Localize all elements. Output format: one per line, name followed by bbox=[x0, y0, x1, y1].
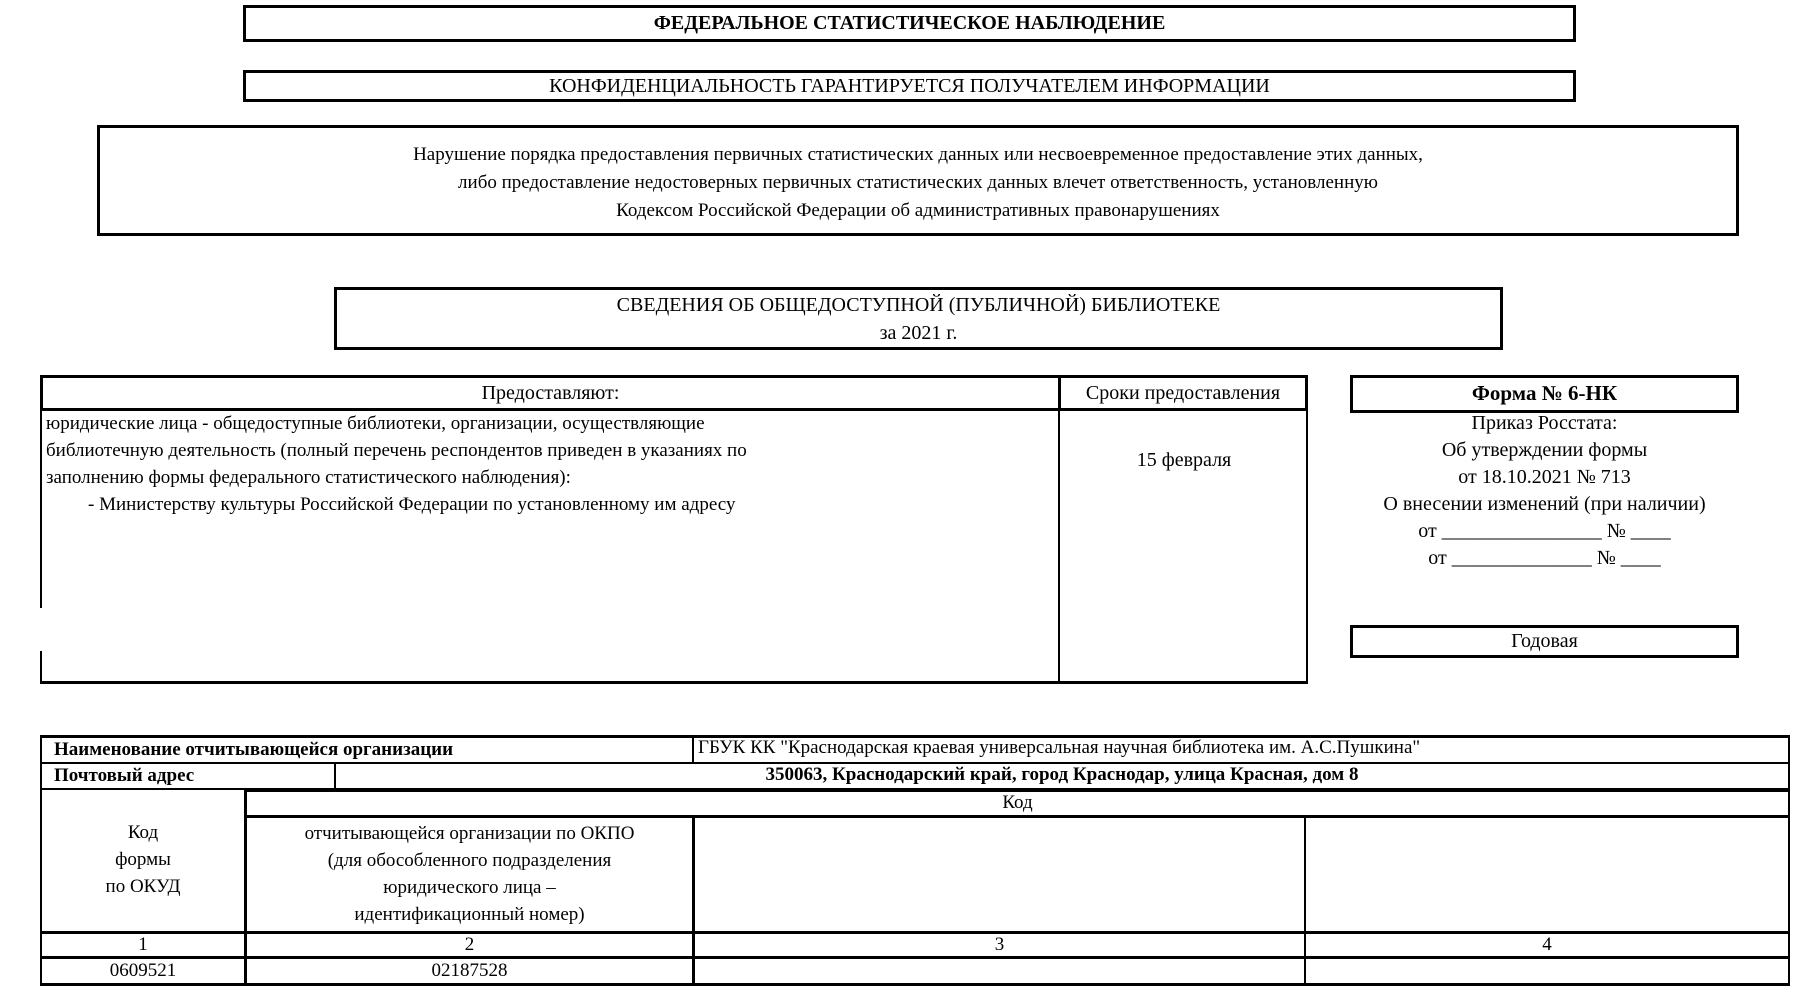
form-number: Форма № 6-НК bbox=[1350, 375, 1739, 413]
column-number: 1 bbox=[138, 934, 148, 955]
okpo-label-line: идентификационный номер) bbox=[354, 904, 585, 925]
deadlines-header: Сроки предоставления bbox=[1058, 375, 1308, 411]
okpo-code-value: 02187528 bbox=[431, 960, 508, 981]
liability-warning bbox=[97, 125, 1739, 236]
okud-code-value: 0609521 bbox=[109, 960, 177, 981]
form-order bbox=[1350, 410, 1739, 572]
okpo-label-line: отчитывающейся организации по ОКПО bbox=[304, 823, 635, 844]
deadline-value: 15 февраля bbox=[1136, 449, 1232, 471]
address-label: Почтовый адрес bbox=[54, 765, 195, 786]
okud-label bbox=[42, 819, 244, 900]
order-line: от 18.10.2021 № 713 bbox=[1458, 466, 1631, 488]
submitters-line: - Министерству культуры Российской Федерации по установленному им адресу bbox=[88, 494, 736, 515]
warning-line: Нарушение порядка предоставления первичных статистических данных или несвоевременное предоставление этих данных, bbox=[413, 144, 1423, 165]
submitters-header: Предоставляют: bbox=[40, 375, 1061, 411]
okpo-label bbox=[247, 820, 692, 928]
warning-line: либо предоставление недостоверных первичных статистических данных влечет ответственность, установленную bbox=[458, 172, 1378, 193]
column-number: 2 bbox=[464, 934, 475, 955]
report-period: за 2021 г. bbox=[879, 322, 958, 344]
column-number: 4 bbox=[1542, 934, 1552, 955]
okud-label-line: Код bbox=[127, 822, 159, 843]
submitters-text bbox=[46, 410, 1046, 518]
confidentiality-notice: КОНФИДЕНЦИАЛЬНОСТЬ ГАРАНТИРУЕТСЯ ПОЛУЧАТЕЛЕМ ИНФОРМАЦИИ bbox=[243, 70, 1576, 102]
okud-label-line: формы bbox=[115, 849, 171, 870]
left-border-lower bbox=[40, 651, 42, 684]
table-line bbox=[40, 983, 1790, 986]
submitters-line: юридические лица - общедоступные библиотеки, организации, осуществляющие bbox=[46, 413, 705, 434]
table-line bbox=[692, 817, 695, 986]
order-line: от ______________ № ____ bbox=[1428, 547, 1661, 569]
order-line: от ________________ № ____ bbox=[1418, 520, 1671, 542]
okpo-label-line: юридического лица – bbox=[383, 877, 556, 898]
submitters-line: заполнению формы федерального статистического наблюдения): bbox=[46, 467, 571, 488]
column-number: 3 bbox=[994, 934, 1005, 955]
table-line bbox=[244, 815, 1790, 818]
report-title bbox=[334, 287, 1503, 350]
org-name-label: Наименование отчитывающейся организации bbox=[54, 739, 454, 760]
code-header: Код bbox=[1002, 792, 1033, 813]
federal-observation-title: ФЕДЕРАЛЬНОЕ СТАТИСТИЧЕСКОЕ НАБЛЮДЕНИЕ bbox=[243, 5, 1576, 42]
left-border bbox=[40, 408, 42, 608]
okpo-label-line: (для обособленного подразделения bbox=[327, 850, 612, 871]
table-line bbox=[1788, 735, 1790, 986]
address-value: 350063, Краснодарский край, город Краснодар, улица Красная, дом 8 bbox=[765, 764, 1359, 785]
form-period: Годовая bbox=[1350, 625, 1739, 658]
okud-label-line: по ОКУД bbox=[105, 876, 181, 897]
order-line: Приказ Росстата: bbox=[1471, 412, 1618, 434]
bottom-border bbox=[40, 681, 1308, 684]
report-title-main: СВЕДЕНИЯ ОБ ОБЩЕДОСТУПНОЙ (ПУБЛИЧНОЙ) БИБЛИОТЕКЕ bbox=[616, 294, 1221, 316]
org-name-value: ГБУК КК "Краснодарская краевая универсальная научная библиотека им. А.С.Пушкина" bbox=[698, 737, 1421, 758]
order-line: О внесении изменений (при наличии) bbox=[1383, 493, 1706, 515]
warning-line: Кодексом Российской Федерации об административных правонарушениях bbox=[616, 200, 1220, 221]
table-line bbox=[1304, 817, 1306, 986]
organization-codes-table bbox=[40, 735, 1790, 993]
submitters-line: библиотечную деятельность (полный перечень респондентов приведен в указаниях по bbox=[46, 440, 747, 461]
order-line: Об утверждении формы bbox=[1441, 439, 1648, 461]
